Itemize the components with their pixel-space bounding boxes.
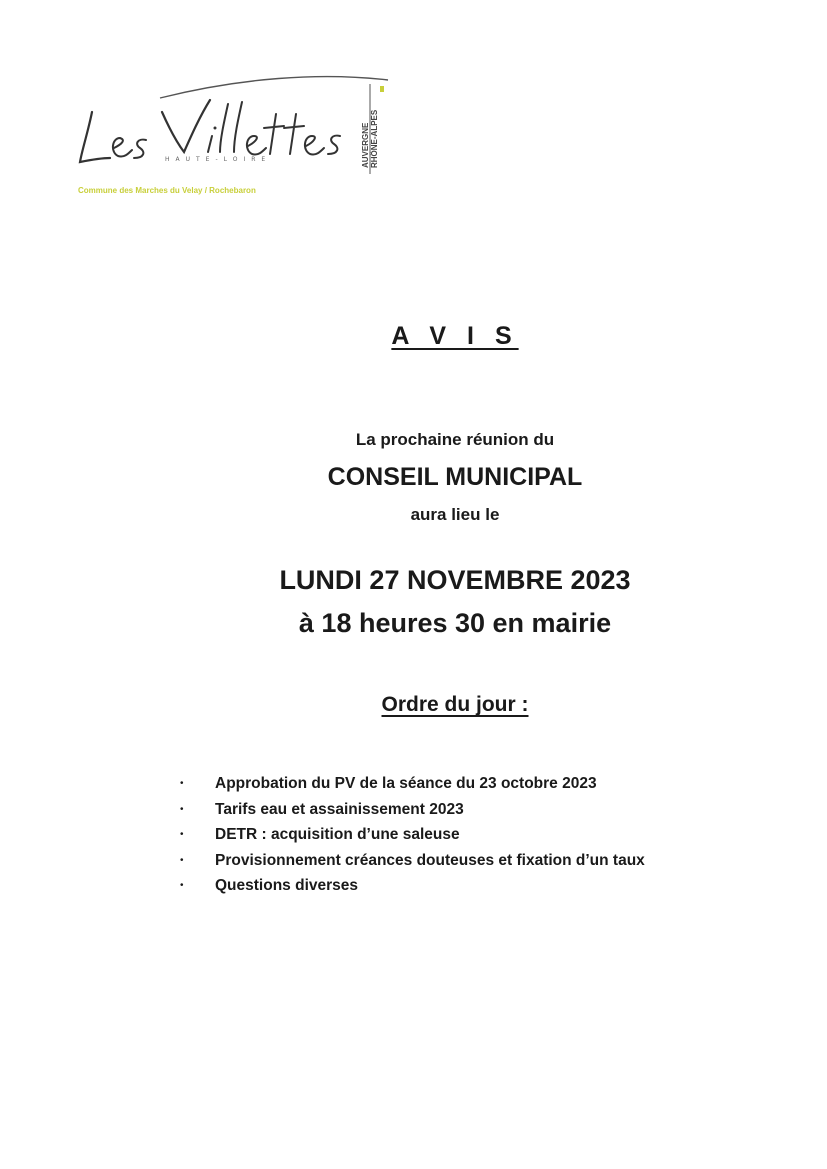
logo-tagline: Commune des Marches du Velay / Rochebaron [78,186,256,195]
agenda-item [180,771,645,797]
region-mark-icon [380,86,384,92]
notice-title-text: A V I S [391,322,519,350]
bullet-icon: • [180,880,184,891]
agenda-item-text: Tarifs eau et assainissement 2023 [215,800,464,818]
agenda-item [180,873,645,899]
meeting-time-place: à 18 heures 30 en mairie [298,608,612,638]
region-name [361,110,379,168]
logo [70,70,400,210]
notice-intro: La prochaine réunion du [355,430,555,449]
region-line-2: RHÔNE-ALPES [370,109,379,168]
agenda-list [180,771,645,899]
agenda-heading [0,693,827,717]
agenda-item-text: DETR : acquisition d’une saleuse [215,826,460,843]
agenda-item [180,822,645,848]
notice-title [0,322,827,351]
agenda-item [180,848,645,874]
bullet-icon: • [180,829,184,840]
bullet-icon: • [180,803,184,815]
bullet-icon: • [180,854,184,866]
notice-aura: aura lieu le [410,505,500,524]
notice-council: CONSEIL MUNICIPAL [327,463,583,491]
region-logo [361,86,391,168]
agenda-item-text: Approbation du PV de la séance du 23 octobre 2023 [215,775,597,792]
agenda-item-text: Questions diverses [215,877,359,894]
bullet-icon: • [180,778,184,789]
region-line-1: AUVERGNE [361,122,370,168]
agenda-heading-text: Ordre du jour : [381,693,529,716]
meeting-date: LUNDI 27 NOVEMBRE 2023 [279,565,631,595]
agenda-item-text: Provisionnement créances douteuses et fixation d’un taux [215,851,645,869]
logo-subtitle: HAUTE-LOIRE [165,156,272,163]
agenda-item [180,797,645,823]
